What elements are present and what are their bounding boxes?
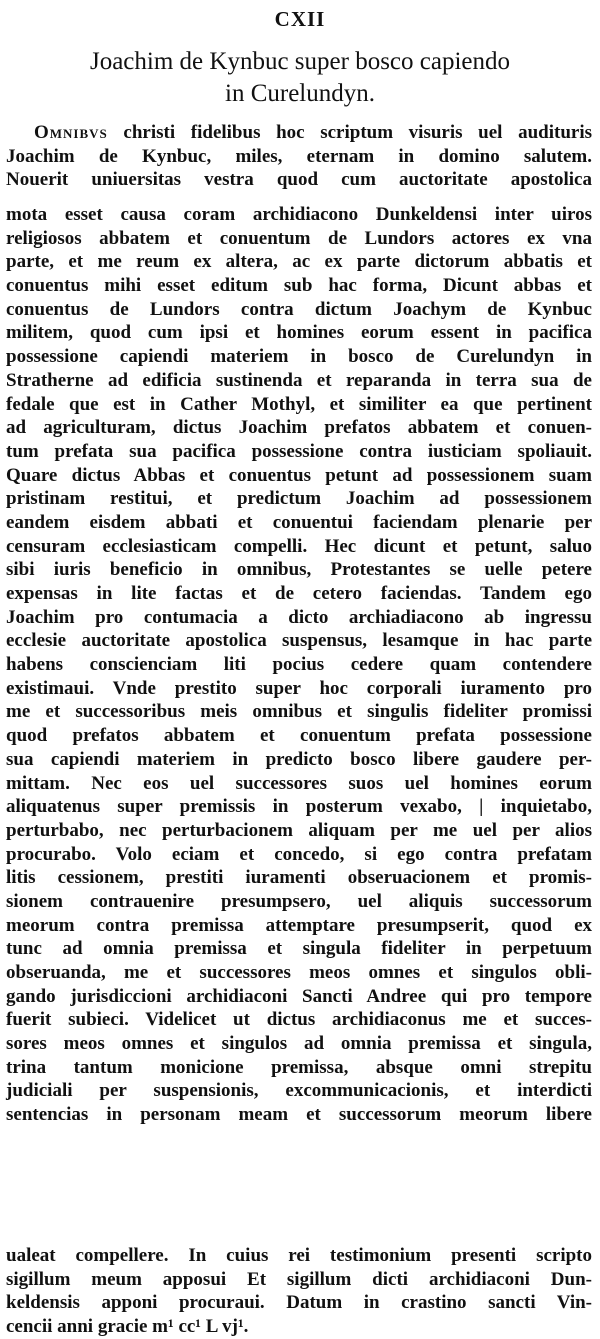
text-line: sibi iuris beneficio in omnibus, Protestantes se uelle petere xyxy=(6,559,592,581)
text-line: expensas in lite factas et de cetero faciendas. Tandem ego xyxy=(6,583,592,604)
text-line: fedale que est in Cather Mothyl, et similiter ea que pertinent xyxy=(6,393,592,415)
charter-text-opening xyxy=(6,121,592,192)
text-line: me et successoribus meis omnibus et singulis fideliter promissi xyxy=(6,701,592,723)
text-line: quod prefatos abbatem et conuentum prefata possessione xyxy=(6,725,592,747)
text-line: Joachim pro contumacia a dicto archiadiacono ab ingressu xyxy=(6,606,592,628)
text-line: sua capiendi materiem in predicto bosco libere gaudere per- xyxy=(6,748,592,770)
text-line: pristinam restitui, et predictum Joachim ad possessionem xyxy=(6,488,592,510)
text-line: habens conscienciam liti pocius cedere quam contendere xyxy=(6,654,592,676)
text-line: sores meos omnes et singulos ad omnia premissa et singula, xyxy=(6,1033,592,1055)
text-line: sigillum meum apposui Et sigillum dicti archidiaconi Dun- xyxy=(6,1268,592,1290)
text-line: perturbabo, nec perturbacionem aliquam per me uel per alios xyxy=(6,819,592,841)
charter-number: CXII xyxy=(274,7,326,31)
charter-text-closing xyxy=(6,1244,592,1339)
text-line xyxy=(6,121,592,145)
charter-title xyxy=(0,46,600,110)
text-line: cencii anni gracie m¹ cc¹ L vj¹. xyxy=(6,1316,249,1338)
text-line: litis cessionem, prestiti iuramenti obseruacionem et promis- xyxy=(6,867,592,889)
text-line: militem, quod cum ipsi et homines eorum essent in pacifica xyxy=(6,322,592,344)
text-line: religiosos abbatem et conuentum de Lundors actores ex vna xyxy=(6,227,592,249)
charter-title-line: in Curelundyn. xyxy=(225,80,375,107)
text-line-rest: christi fidelibus hoc scriptum visuris uel audituris xyxy=(107,122,592,143)
text-line: Nouerit uniuersitas vestra quod cum auctoritate apostolica xyxy=(6,169,592,191)
text-line: conuentus mihi esset editum sub hac forma, Dicunt abbas et xyxy=(6,275,592,297)
text-line: trina tantum monicione premissa, absque omni strepitu xyxy=(6,1056,592,1078)
text-line: ualeat compellere. In cuius rei testimonium presenti scripto xyxy=(6,1245,592,1266)
text-line: parte, et me reum ex altera, ac ex parte dictorum abbatis et xyxy=(6,251,592,273)
text-line: existimaui. Vnde prestito super hoc corporali iuramento pro xyxy=(6,677,592,699)
text-line: possessione capiendi materiem in bosco de Curelundyn in xyxy=(6,346,592,368)
text-line: eandem eisdem abbati et conuentui faciendam plenarie per xyxy=(6,511,592,533)
text-line: meorum contra premissa attemptare presumpserit, quod ex xyxy=(6,914,592,936)
text-line: censuram ecclesiasticam compelli. Hec dicunt et petunt, saluo xyxy=(6,535,592,557)
text-line: ad agriculturam, dictus Joachim prefatos abbatem et conuen- xyxy=(6,417,592,439)
text-line: Joachim de Kynbuc, miles, eternam in domino salutem. xyxy=(6,145,592,167)
charter-title-line: Joachim de Kynbuc super bosco capiendo xyxy=(89,48,511,75)
text-line: judiciali per suspensionis, excommunicacionis, et interdicti xyxy=(6,1080,592,1102)
text-line: procurabo. Volo eciam et concedo, si ego contra prefatam xyxy=(6,843,592,865)
opening-word: Omnibvs xyxy=(34,122,108,143)
text-line: fuerit subieci. Videlicet ut dictus archidiaconus me et succes- xyxy=(6,1009,592,1031)
text-line: sionem contrauenire presumpsero, uel aliquis successorum xyxy=(6,890,592,912)
text-line: Stratherne ad edificia sustinenda et reparanda in terra sua de xyxy=(6,369,592,391)
text-line: obseruanda, me et successores meos omnes et singulos obli- xyxy=(6,962,592,983)
text-line: mittam. Nec eos uel successores suos uel homines eorum xyxy=(6,772,592,794)
text-line: tunc ad omnia premissa et singula fideliter in perpetuum xyxy=(6,938,592,960)
text-line: conuentus de Lundors contra dictum Joachym de Kynbuc xyxy=(6,298,592,320)
text-line: ecclesie auctoritate apostolica suspensus, lesamque in hac parte xyxy=(6,630,592,652)
text-line: Quare dictus Abbas et conuentus petunt ad possessionem suam xyxy=(6,464,592,486)
text-line: gando jurisdiccioni archidiaconi Sancti Andree qui pro tempore xyxy=(6,985,592,1007)
text-line: sentencias in personam meam et successorum meorum libere xyxy=(6,1104,592,1126)
text-line: aliquatenus super premissis in posterum vexabo, | inquietabo, xyxy=(6,796,592,818)
text-line: keldensis apponi procuraui. Datum in crastino sancti Vin- xyxy=(6,1292,592,1314)
charter-text-main xyxy=(6,203,592,1127)
text-line: tum prefata sua pacifica possessione contra iusticiam spoliauit. xyxy=(6,440,592,462)
text-line: mota esset causa coram archidiacono Dunkeldensi inter uiros xyxy=(6,204,592,225)
